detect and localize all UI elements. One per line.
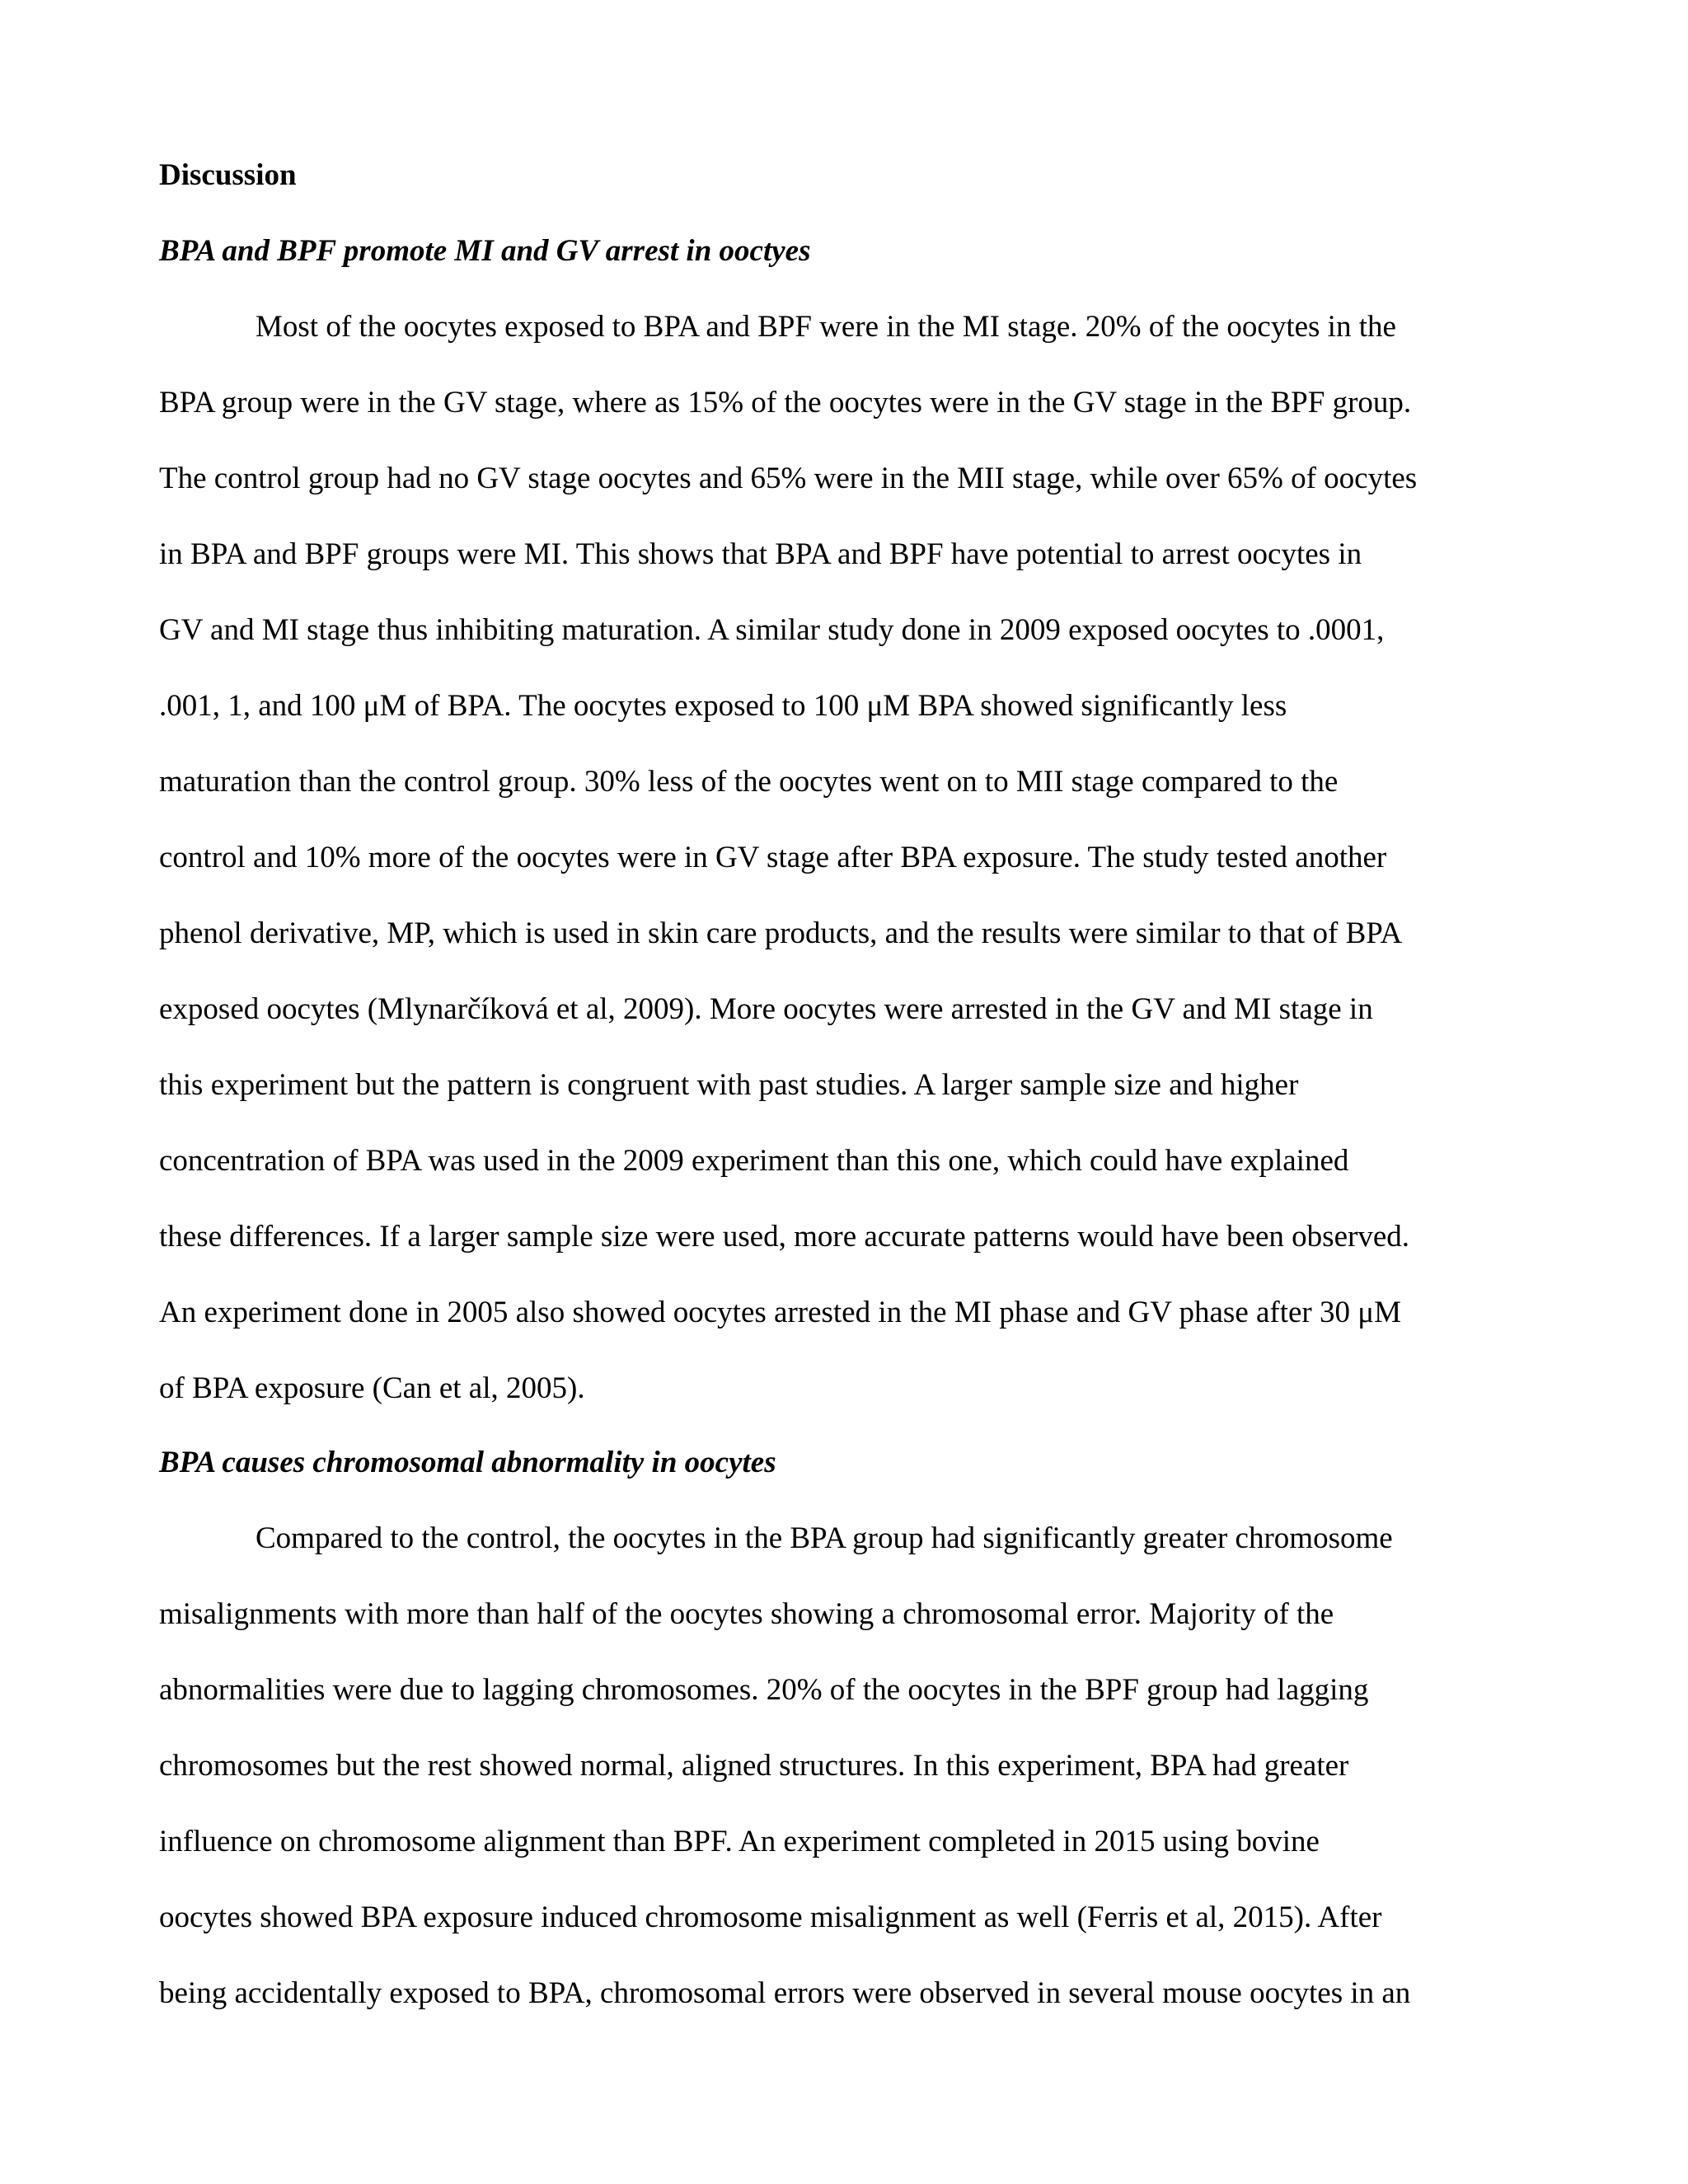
- section-heading-arrest: BPA and BPF promote MI and GV arrest in ooctyes: [159, 234, 811, 268]
- paragraph-line: being accidentally exposed to BPA, chromosomal errors were observed in several mouse oocytes in an: [159, 1976, 1411, 2010]
- paragraph-line: phenol derivative, MP, which is used in skin care products, and the results were similar to that of BPA: [159, 916, 1403, 950]
- paragraph-line: concentration of BPA was used in the 2009 experiment than this one, which could have explained: [159, 1144, 1349, 1178]
- paragraph-line: of BPA exposure (Can et al, 2005).: [159, 1371, 585, 1405]
- paragraph-line: Compared to the control, the oocytes in the BPA group had significantly greater chromosome: [256, 1521, 1393, 1555]
- paragraph-line: control and 10% more of the oocytes were in GV stage after BPA exposure. The study tested another: [159, 841, 1387, 874]
- section-heading-chromosomal: BPA causes chromosomal abnormality in oocytes: [159, 1446, 776, 1479]
- paragraph-line: influence on chromosome alignment than BPF. An experiment completed in 2015 using bovine: [159, 1825, 1320, 1858]
- paragraph-line: this experiment but the pattern is congruent with past studies. A larger sample size and higher: [159, 1068, 1299, 1102]
- paragraph-line: in BPA and BPF groups were MI. This shows that BPA and BPF have potential to arrest oocytes in: [159, 537, 1362, 571]
- paragraph-line: BPA group were in the GV stage, where as 15% of the oocytes were in the GV stage in the BPF group.: [159, 386, 1412, 419]
- paragraph-line: these differences. If a larger sample size were used, more accurate patterns would have been observed.: [159, 1220, 1409, 1254]
- paragraph-line: oocytes showed BPA exposure induced chromosome misalignment as well (Ferris et al, 2015). After: [159, 1900, 1382, 1934]
- paragraph-line: Most of the oocytes exposed to BPA and BPF were in the MI stage. 20% of the oocytes in the: [256, 310, 1396, 344]
- paragraph-line: An experiment done in 2005 also showed oocytes arrested in the MI phase and GV phase after 30 μM: [159, 1296, 1401, 1329]
- paragraph-line: .001, 1, and 100 μM of BPA. The oocytes exposed to 100 μM BPA showed significantly less: [159, 689, 1287, 723]
- paragraph-line: abnormalities were due to lagging chromosomes. 20% of the oocytes in the BPF group had lagging: [159, 1673, 1369, 1707]
- paragraph-line: exposed oocytes (Mlynarčíková et al, 2009). More oocytes were arrested in the GV and MI stage in: [159, 992, 1373, 1026]
- page-title: Discussion: [159, 158, 297, 192]
- paragraph-line: chromosomes but the rest showed normal, aligned structures. In this experiment, BPA had greater: [159, 1749, 1349, 1783]
- paragraph-line: maturation than the control group. 30% less of the oocytes went on to MII stage compared to the: [159, 765, 1339, 799]
- paragraph-line: The control group had no GV stage oocytes and 65% were in the MII stage, while over 65% of oocytes: [159, 462, 1418, 495]
- paragraph-line: GV and MI stage thus inhibiting maturation. A similar study done in 2009 exposed oocytes to .0001,: [159, 613, 1385, 647]
- paragraph-line: misalignments with more than half of the oocytes showing a chromosomal error. Majority of the: [159, 1597, 1334, 1631]
